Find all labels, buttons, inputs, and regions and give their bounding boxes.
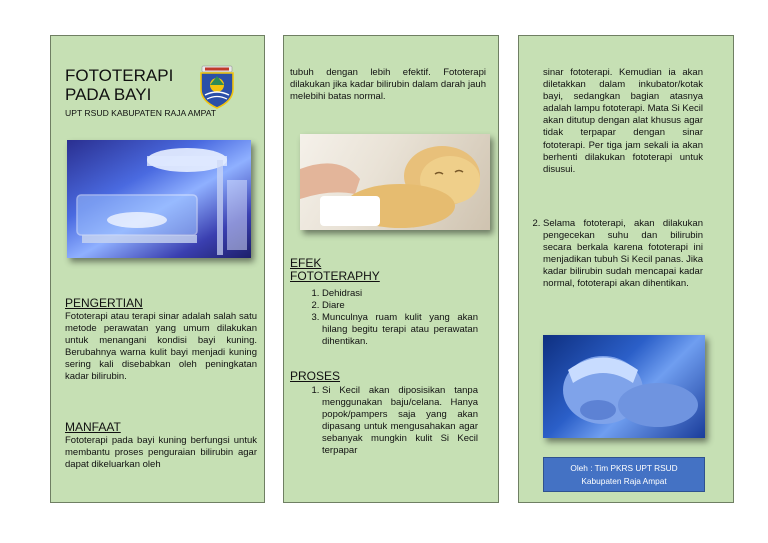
efek-heading-line-1: EFEK xyxy=(290,256,322,270)
title-line-1: FOTOTERAPI xyxy=(65,66,174,85)
proses-item: 2. Selama fototerapi, akan dilakukan pengecekan suhu dan bilirubin secara berkala karena fototerapi ini menjadikan tubuh Si Kecil panas. Jika kadar bilirubin sudah mencapai kadar normal, fototerapi akan dihentikan. xyxy=(543,218,703,291)
baby-photo xyxy=(300,134,490,230)
credit-line-1: Oleh : Tim PKRS UPT RSUD xyxy=(570,463,678,473)
baby-phototherapy-illustration xyxy=(543,335,705,438)
proses-item: 1. Si Kecil akan diposisikan tanpa menggunakan baju/celana. Hanya popok/pampers saja yang akan dipasang untuk mengusahakan agar sebanyak mungkin kulit Si Kecil terpapar xyxy=(322,385,478,458)
pengertian-text: Fototerapi atau terapi sinar adalah salah satu metode perawatan yang umum dilakukan untuk menangani kondisi bayi kuning. Berubahnya warna kulit bayi menjadi kuning sering kali disebabkan oleh peningkatan kadar bilirubin. xyxy=(65,311,257,383)
manfaat-continuation-text: tubuh dengan lebih efektif. Fototerapi dilakukan jika kadar bilirubin dalam darah jauh melebihi batas normal. xyxy=(290,67,486,103)
brochure-title xyxy=(65,66,173,104)
efek-heading-line-2: FOTOTERAPHY xyxy=(290,269,380,283)
credit-box xyxy=(543,457,705,492)
manfaat-text: Fototerapi pada bayi kuning berfungsi untuk membantu proses penguraian bilirubin agar dapat dikeluarkan oleh xyxy=(65,435,257,471)
pengertian-heading: PENGERTIAN xyxy=(65,296,143,310)
proses-list-part1 xyxy=(292,385,478,458)
efek-item: 1. Dehidrasi xyxy=(322,288,478,300)
title-line-2: PADA BAYI xyxy=(65,85,152,104)
efek-list xyxy=(292,288,478,348)
efek-heading xyxy=(290,257,380,283)
efek-item: 3. Munculnya ruam kulit yang akan hilang begitu terapi atau perawatan dihentikan. xyxy=(322,312,478,348)
brochure-panel-middle xyxy=(283,35,499,503)
brochure-subtitle: UPT RSUD KABUPATEN RAJA AMPAT xyxy=(65,108,217,118)
manfaat-heading: MANFAAT xyxy=(65,420,121,434)
proses-list-part2 xyxy=(525,218,703,291)
proses-heading: PROSES xyxy=(290,369,341,383)
regency-logo-icon xyxy=(196,65,238,109)
incubator-photo xyxy=(67,140,251,258)
proses-item-continuation: sinar fototerapi. Kemudian ia akan diletakkan dalam inkubator/kotak bayi, sedangkan bagian atasnya adalah lampu fototerapi. Mata Si Kecil akan ditutup dengan alat khusus agar tidak terpapar dengan sinar fototerapi. Per tiga jam sekali ia akan berhenti dilakukan fototerapi untuk disusui. xyxy=(543,67,704,175)
credit-line-2: Kabupaten Raja Ampat xyxy=(581,476,667,486)
brochure-panel-left xyxy=(50,35,265,503)
incubator-illustration xyxy=(67,140,251,258)
efek-item: 2. Diare xyxy=(322,300,478,312)
baby-phototherapy-photo xyxy=(543,335,705,438)
brochure-panel-right xyxy=(518,35,734,503)
baby-illustration xyxy=(300,134,490,230)
